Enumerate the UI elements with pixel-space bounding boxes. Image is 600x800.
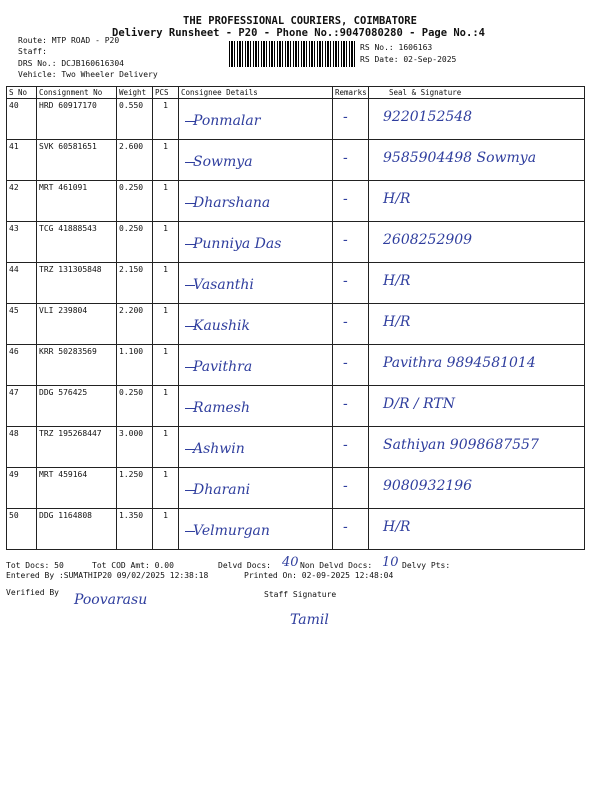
consignee-dash-mark (185, 367, 195, 368)
seal-cell: D/R / RTN (383, 396, 455, 412)
col-remarks: Remarks (333, 87, 369, 99)
consignee-dash-mark (185, 203, 195, 204)
table-row (7, 345, 585, 386)
weight-cell: 2.600 (119, 142, 144, 151)
remarks-cell: - (343, 150, 348, 166)
weight-cell: 0.250 (119, 183, 144, 192)
consignee-dash-mark (185, 162, 195, 163)
table-row (7, 509, 585, 550)
table-header-row (7, 87, 585, 99)
weight-cell: 1.250 (119, 470, 144, 479)
consignee-dash-mark (185, 408, 195, 409)
rs-date: RS Date: 02-Sep-2025 (360, 55, 457, 64)
sno-cell: 40 (9, 101, 19, 110)
consignee-dash-mark (185, 490, 195, 491)
delivery-points: Delvy Pts: (402, 561, 451, 570)
delivered-docs-value: 40 (282, 555, 299, 570)
table-row (7, 386, 585, 427)
route-label: Route: MTP ROAD - P20 (18, 36, 120, 45)
table-row (7, 181, 585, 222)
sno-cell: 44 (9, 265, 19, 274)
remarks-cell: - (343, 478, 348, 494)
vehicle-label: Vehicle: Two Wheeler Delivery (18, 70, 158, 79)
pcs-cell: 1 (163, 388, 168, 397)
seal-cell: 2608252909 (383, 232, 473, 248)
consignee-cell: Punniya Das (193, 236, 282, 252)
verified-by-label: Verified By (6, 588, 59, 597)
pcs-cell: 1 (163, 183, 168, 192)
sno-cell: 45 (9, 306, 19, 315)
table-row (7, 140, 585, 181)
consignment-cell: DDG 576425 (39, 388, 88, 397)
delivered-docs-label: Delvd Docs: (218, 561, 271, 570)
company-name: THE PROFESSIONAL COURIERS, COIMBATORE (183, 15, 417, 27)
seal-cell: Pavithra 9894581014 (383, 355, 536, 371)
consignee-cell: Dharani (193, 482, 251, 498)
sno-cell: 48 (9, 429, 19, 438)
consignee-cell: Sowmya (193, 154, 253, 170)
consignment-cell: SVK 60581651 (39, 142, 97, 151)
consignee-dash-mark (185, 244, 195, 245)
weight-cell: 0.250 (119, 224, 144, 233)
col-weight: Weight (117, 87, 153, 99)
weight-cell: 1.350 (119, 511, 144, 520)
non-delivered-docs-value: 10 (382, 555, 399, 570)
consignee-dash-mark (185, 449, 195, 450)
consignee-cell: Kaushik (193, 318, 250, 334)
remarks-cell: - (343, 437, 348, 453)
weight-cell: 0.250 (119, 388, 144, 397)
consignee-cell: Velmurgan (193, 523, 270, 539)
staff-signature: Tamil (290, 612, 329, 628)
col-consignment: Consignment No (37, 87, 117, 99)
consignment-cell: HRD 60917170 (39, 101, 97, 110)
seal-cell: H/R (383, 191, 411, 207)
consignee-dash-mark (185, 326, 195, 327)
runsheet-table (6, 86, 585, 550)
seal-cell: H/R (383, 519, 411, 535)
pcs-cell: 1 (163, 511, 168, 520)
sno-cell: 43 (9, 224, 19, 233)
pcs-cell: 1 (163, 265, 168, 274)
sno-cell: 41 (9, 142, 19, 151)
sno-cell: 47 (9, 388, 19, 397)
consignee-cell: Vasanthi (193, 277, 254, 293)
remarks-cell: - (343, 273, 348, 289)
col-sno: S No (7, 87, 37, 99)
consignee-dash-mark (185, 121, 195, 122)
non-delivered-docs-label: Non Delvd Docs: (300, 561, 373, 570)
table-row (7, 99, 585, 140)
seal-cell: 9585904498 Sowmya (383, 150, 537, 166)
staff-signature-label: Staff Signature (264, 590, 337, 599)
table-row (7, 304, 585, 345)
consignment-cell: VLI 239804 (39, 306, 88, 315)
weight-cell: 1.100 (119, 347, 144, 356)
seal-cell: 9220152548 (383, 109, 473, 125)
weight-cell: 2.200 (119, 306, 144, 315)
consignee-cell: Pavithra (193, 359, 253, 375)
pcs-cell: 1 (163, 429, 168, 438)
pcs-cell: 1 (163, 470, 168, 479)
sno-cell: 46 (9, 347, 19, 356)
seal-cell: Sathiyan 9098687557 (383, 437, 539, 453)
sno-cell: 50 (9, 511, 19, 520)
consignment-cell: TCG 41888543 (39, 224, 97, 233)
printed-on: Printed On: 02-09-2025 12:48:04 (244, 571, 394, 580)
consignment-cell: KRR 50283569 (39, 347, 97, 356)
consignment-cell: DDG 1164808 (39, 511, 92, 520)
entered-by: Entered By :SUMATHIP20 09/02/2025 12:38:18 (6, 571, 209, 580)
rs-number: RS No.: 1606163 (360, 43, 433, 52)
barcode (229, 41, 355, 67)
remarks-cell: - (343, 519, 348, 535)
consignee-cell: Ramesh (193, 400, 250, 416)
runsheet-title: Delivery Runsheet - P20 - Phone No.:9047080280 - Page No.:4 (112, 27, 485, 39)
sno-cell: 42 (9, 183, 19, 192)
consignment-cell: MRT 459164 (39, 470, 88, 479)
pcs-cell: 1 (163, 224, 168, 233)
pcs-cell: 1 (163, 142, 168, 151)
remarks-cell: - (343, 109, 348, 125)
seal-cell: H/R (383, 273, 411, 289)
consignee-cell: Ashwin (193, 441, 245, 457)
total-docs: Tot Docs: 50 (6, 561, 64, 570)
remarks-cell: - (343, 191, 348, 207)
seal-cell: 9080932196 (383, 478, 473, 494)
staff-label: Staff: (18, 47, 47, 56)
consignee-dash-mark (185, 285, 195, 286)
consignment-cell: TRZ 195268447 (39, 429, 102, 438)
pcs-cell: 1 (163, 306, 168, 315)
table-row (7, 222, 585, 263)
verified-by-signature: Poovarasu (74, 592, 148, 608)
remarks-cell: - (343, 232, 348, 248)
weight-cell: 3.000 (119, 429, 144, 438)
consignee-cell: Dharshana (193, 195, 271, 211)
table-row (7, 468, 585, 509)
total-cod: Tot COD Amt: 0.00 (92, 561, 174, 570)
col-consignee: Consignee Details (179, 87, 333, 99)
remarks-cell: - (343, 355, 348, 371)
consignment-cell: MRT 461091 (39, 183, 88, 192)
pcs-cell: 1 (163, 347, 168, 356)
weight-cell: 2.150 (119, 265, 144, 274)
table-row (7, 427, 585, 468)
pcs-cell: 1 (163, 101, 168, 110)
consignee-dash-mark (185, 531, 195, 532)
remarks-cell: - (343, 314, 348, 330)
sno-cell: 49 (9, 470, 19, 479)
table-row (7, 263, 585, 304)
consignee-cell: Ponmalar (193, 113, 261, 129)
seal-cell: H/R (383, 314, 411, 330)
col-seal: Seal & Signature (369, 87, 585, 99)
drs-number: DRS No.: DCJB160616304 (18, 59, 124, 68)
remarks-cell: - (343, 396, 348, 412)
weight-cell: 0.550 (119, 101, 144, 110)
col-pcs: PCS (153, 87, 179, 99)
consignment-cell: TRZ 131305848 (39, 265, 102, 274)
